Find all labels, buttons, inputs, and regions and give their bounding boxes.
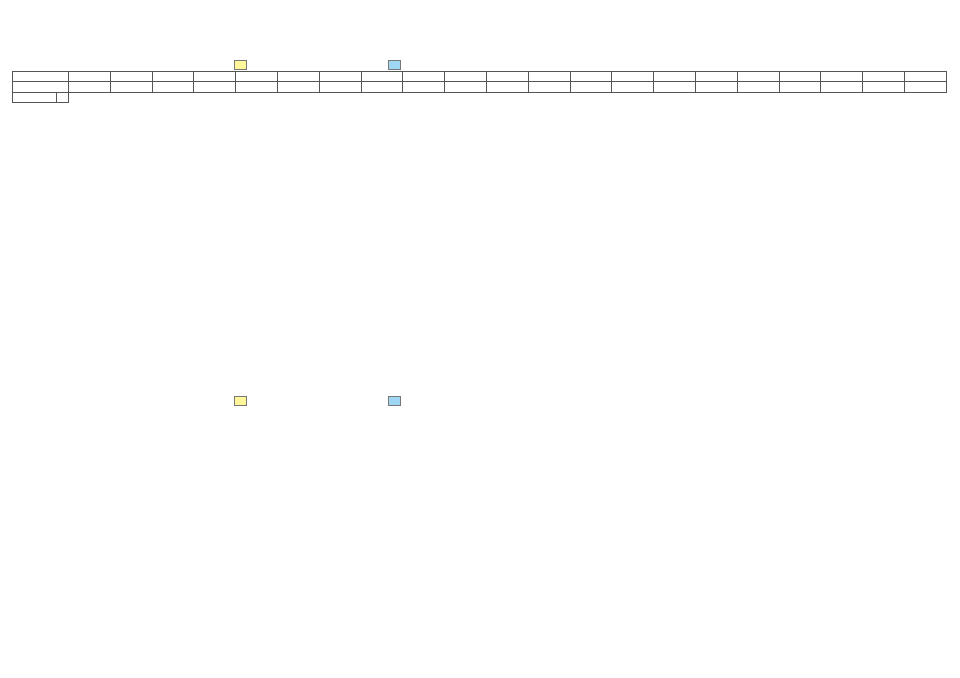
dest-label — [13, 72, 69, 82]
dest-cell — [277, 72, 319, 82]
train-number-cell — [821, 82, 863, 92]
train-number-cell — [486, 82, 528, 92]
train-number-cell — [612, 82, 654, 92]
train-number-cell — [737, 82, 779, 92]
contact-item — [450, 612, 460, 624]
dest-cell — [152, 72, 194, 82]
dest-cell — [403, 72, 445, 82]
train-number-cell — [110, 82, 152, 92]
dest-cell — [695, 72, 737, 82]
station-name — [13, 92, 57, 102]
dest-cell — [612, 72, 654, 82]
dest-cell — [821, 72, 863, 82]
dest-cell — [904, 72, 946, 82]
train-number-cell — [570, 82, 612, 92]
train-number-cell — [695, 82, 737, 92]
train-number-cell — [904, 82, 946, 92]
yellow-swatch-icon — [234, 396, 247, 406]
train-number-row — [13, 82, 947, 92]
train-number-cell — [69, 82, 111, 92]
arr-dep-label — [57, 92, 69, 102]
dest-cell — [779, 72, 821, 82]
up-legend-blue — [388, 396, 404, 406]
down-timetable — [12, 71, 947, 103]
train-number-cell — [277, 82, 319, 92]
dest-cell — [236, 72, 278, 82]
dest-cell — [319, 72, 361, 82]
train-number-cell — [152, 82, 194, 92]
train-number-cell — [779, 82, 821, 92]
dest-cell — [654, 72, 696, 82]
blue-swatch-icon — [388, 60, 401, 70]
dest-cell — [528, 72, 570, 82]
dest-cell — [110, 72, 152, 82]
train-number-cell — [445, 82, 487, 92]
train-number-cell — [319, 82, 361, 92]
dest-cell — [194, 72, 236, 82]
dest-cell — [445, 72, 487, 82]
dest-row — [13, 72, 947, 82]
train-number-cell — [361, 82, 403, 92]
contact-item — [286, 638, 296, 650]
train-number-label — [13, 82, 69, 92]
dest-cell — [486, 72, 528, 82]
train-number-cell — [863, 82, 905, 92]
dest-cell — [69, 72, 111, 82]
contact-item — [286, 612, 296, 624]
contact-item — [450, 625, 460, 637]
train-number-cell — [403, 82, 445, 92]
dest-cell — [570, 72, 612, 82]
station-row — [13, 92, 947, 102]
blue-swatch-icon — [388, 396, 401, 406]
up-legend-yellow — [234, 396, 250, 406]
train-number-cell — [236, 82, 278, 92]
contact-item — [286, 625, 296, 637]
dest-cell — [361, 72, 403, 82]
down-legend-yellow — [234, 60, 250, 70]
dest-cell — [737, 72, 779, 82]
down-legend-blue — [388, 60, 404, 70]
train-number-cell — [194, 82, 236, 92]
yellow-swatch-icon — [234, 60, 247, 70]
train-number-cell — [528, 82, 570, 92]
dest-cell — [863, 72, 905, 82]
train-number-cell — [654, 82, 696, 92]
